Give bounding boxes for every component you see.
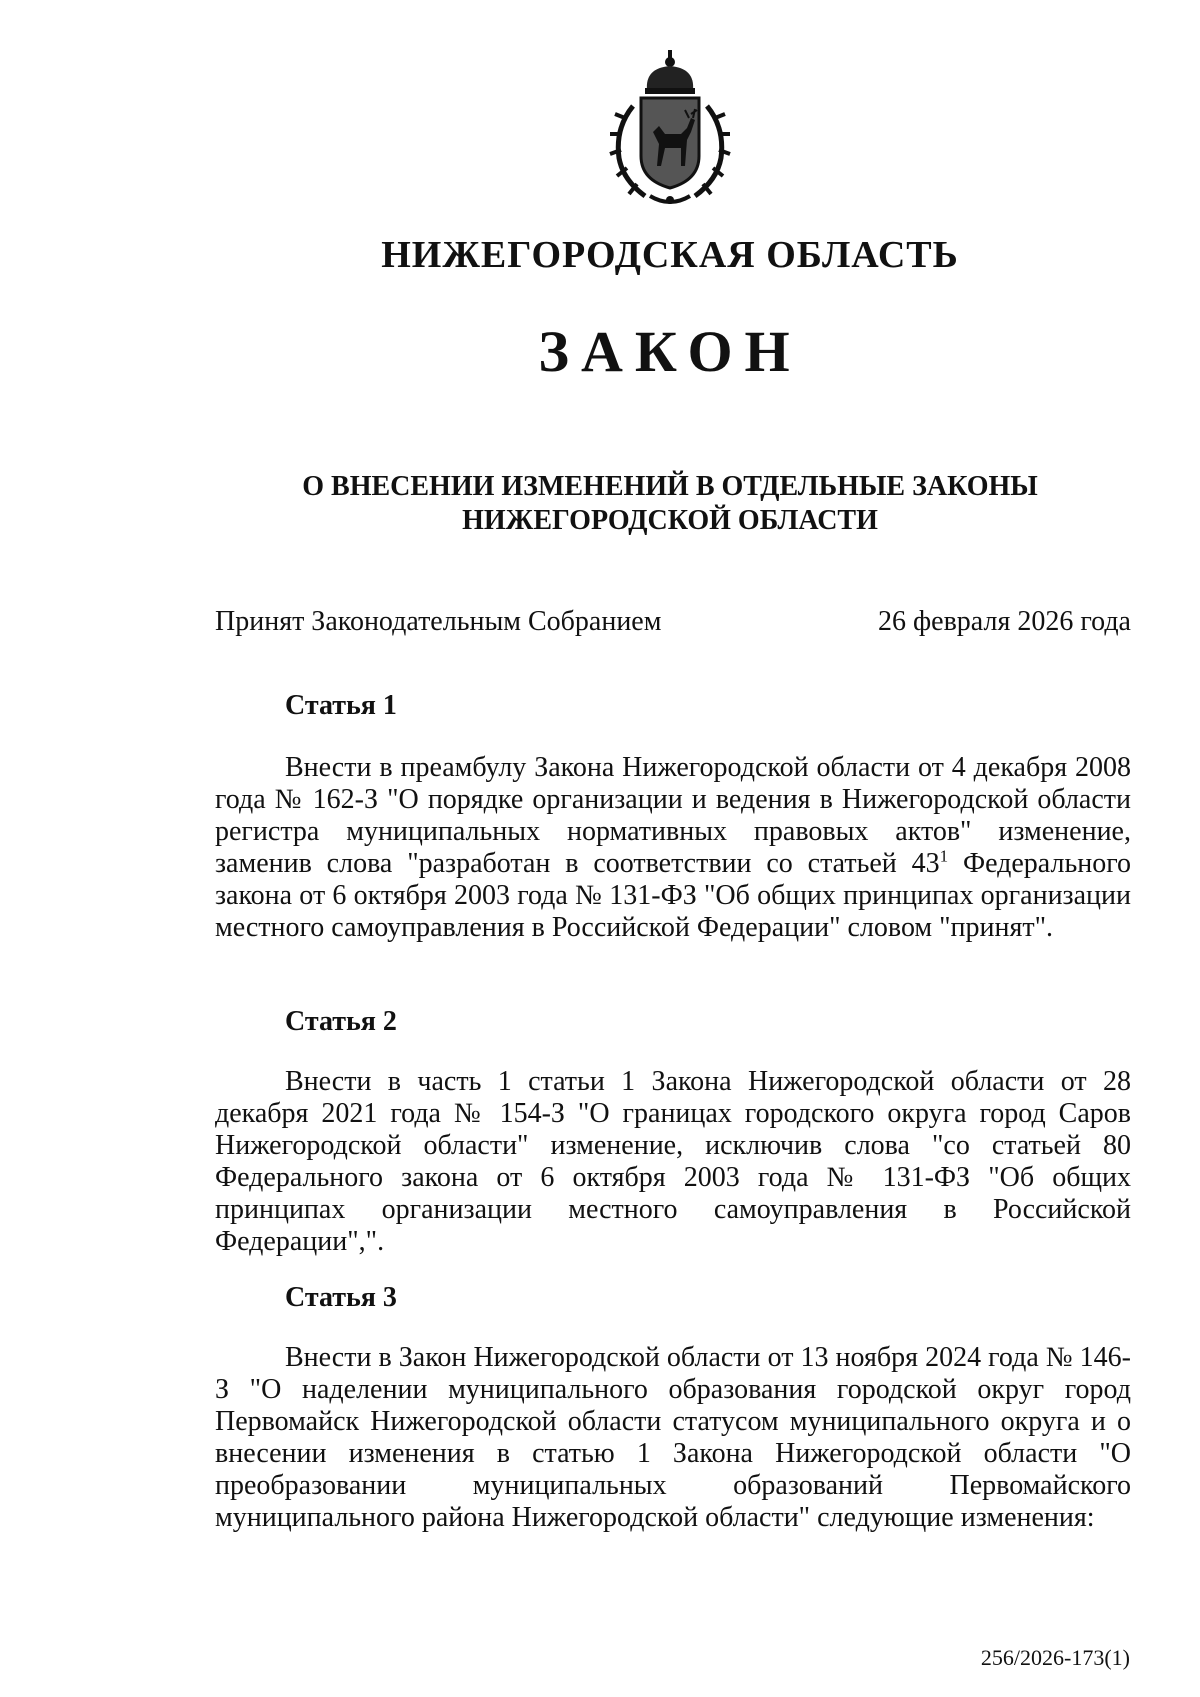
article-1-superscript: 1 — [939, 846, 949, 866]
article-3-heading: Статья 3 — [285, 1282, 397, 1313]
article-1-text — [215, 752, 1131, 944]
law-title-line-2: НИЖЕГОРОДСКОЙ ОБЛАСТИ — [462, 505, 878, 536]
article-3-text: Внести в Закон Нижегородской области от 13 ноября 2024 года № 146-З "О наделении муниципального образования городской округ город Первомайск Нижегородской области статусом муниципального округа и о внесении изменения в статью 1 Закона Нижегородской области "О преобразовании муниципальных образований Первомайского муниципального района Нижегородской области" следующие изменения: — [215, 1342, 1131, 1533]
adoption-label: Принят Законодательным Собранием — [215, 606, 662, 637]
adoption-line — [215, 606, 1131, 638]
document-number: 256/2026-173(1) — [980, 1645, 1130, 1670]
article-2-heading: Статья 2 — [285, 1006, 397, 1037]
adoption-date: 26 февраля 2026 года — [878, 606, 1131, 637]
law-title-line-1: О ВНЕСЕНИИ ИЗМЕНЕНИЙ В ОТДЕЛЬНЫЕ ЗАКОНЫ — [302, 471, 1038, 502]
article-1-heading: Статья 1 — [285, 690, 397, 721]
coat-of-arms-icon — [595, 48, 745, 210]
article-1-text-part-1: Внести в преамбулу Закона Нижегородской области от 4 декабря 2008 года № 162-З "О порядке организации и ведения в Нижегородской области регистра муниципальных нормативных правовых актов" изменение, заменив слова "разработан в соответствии со статьей 43 — [215, 752, 1131, 879]
law-title — [0, 470, 1200, 538]
document-type: ЗАКОН — [538, 319, 802, 384]
region-name: НИЖЕГОРОДСКАЯ ОБЛАСТЬ — [381, 234, 959, 276]
article-1-text-part-2: Федерального закона от 6 октября 2003 года № 131-ФЗ "Об общих принципах организации местного самоуправления в Российской Федерации" словом "принят". — [215, 848, 1131, 943]
article-2-text: Внести в часть 1 статьи 1 Закона Нижегородской области от 28 декабря 2021 года № 154-З "О границах городского округа город Саров Нижегородской области" изменение, исключив слова "со статьей 80 Федерального закона от 6 октября 2003 года № 131-ФЗ "Об общих принципах организации местного самоуправления в Российской Федерации",". — [215, 1066, 1131, 1257]
